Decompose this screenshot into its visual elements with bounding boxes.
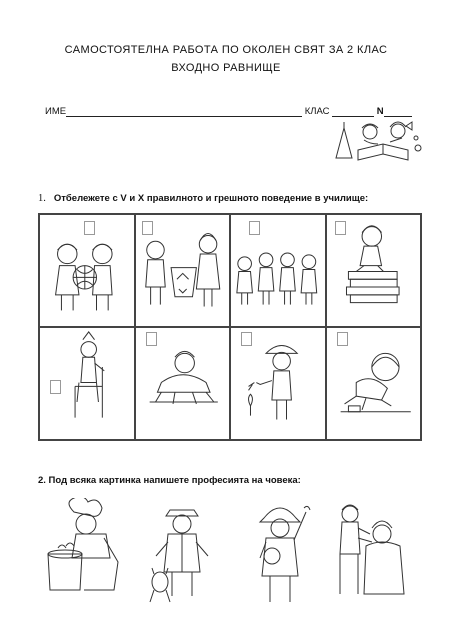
hairdresser-icon xyxy=(330,498,410,610)
class-label: КЛАС xyxy=(304,106,330,117)
task2-heading: 2. Под всяка картинка напишете професията на човека: xyxy=(38,475,301,486)
page-title: САМОСТОЯТЕЛНА РАБОТА ПО ОКОЛЕН СВЯТ ЗА 2 КЛАС xyxy=(64,44,388,56)
name-label: ИМЕ xyxy=(45,106,67,117)
picture-cell-5 xyxy=(39,327,135,440)
child-crawling-icon xyxy=(136,328,230,439)
children-reading-book-icon xyxy=(328,118,428,166)
picture-cell-8 xyxy=(326,327,422,440)
task1-number: 1. xyxy=(38,193,46,204)
picture-cell-7 xyxy=(230,327,326,440)
chef-icon xyxy=(44,498,124,610)
police-officer-icon xyxy=(142,498,222,610)
name-field[interactable] xyxy=(66,108,302,117)
number-field[interactable] xyxy=(384,108,412,117)
children-with-globe-icon xyxy=(40,215,134,326)
firefighter-icon xyxy=(240,498,320,610)
picture-cell-3 xyxy=(230,214,326,327)
child-on-books-icon xyxy=(327,215,421,326)
page-subtitle: ВХОДНО РАВНИЩЕ xyxy=(171,62,281,74)
picture-cell-4 xyxy=(326,214,422,327)
children-in-line-icon xyxy=(231,215,325,326)
number-label: N xyxy=(376,106,384,117)
picture-cell-2 xyxy=(135,214,231,327)
child-fallen-down-icon xyxy=(327,328,421,439)
picture-cell-6 xyxy=(135,327,231,440)
task1-heading xyxy=(38,193,368,204)
picture-cell-1 xyxy=(39,214,135,327)
professions-row xyxy=(44,498,414,618)
child-on-chair-icon xyxy=(40,328,134,439)
child-watering-plant-icon xyxy=(231,328,325,439)
class-field[interactable] xyxy=(332,108,374,117)
task1-text: Отбележете с V и X правилното и грешното поведение в училище: xyxy=(53,193,369,204)
student-info-line xyxy=(45,106,412,117)
children-at-recycle-bin-icon xyxy=(136,215,230,326)
behavior-picture-grid xyxy=(38,213,422,441)
